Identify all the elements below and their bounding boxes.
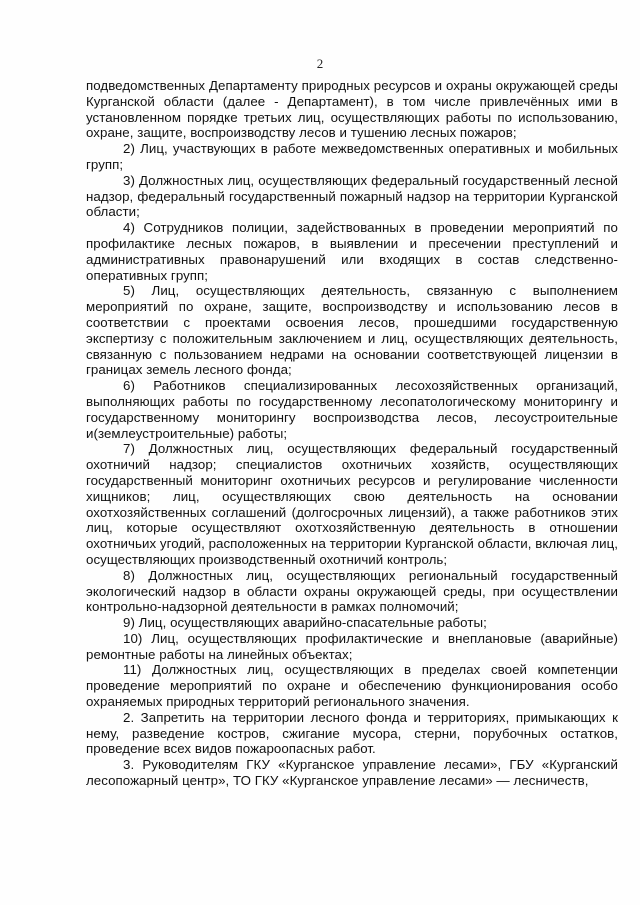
- paragraph-item-2: 2) Лиц, участвующих в работе межведомственных оперативных и мобильных групп;: [86, 141, 618, 172]
- paragraph-item-5: 5) Лиц, осуществляющих деятельность, связанную с выполнением мероприятий по охране, защите, воспроизводству и использованию лесов в соответствии с проектами освоения лесов, прошедшими государственную экспертизу с положительным заключением и лиц, осуществляющих деятельность, связанную с пользованием недрами на основании соответствующей лицензии в границах земель лесного фонда;: [86, 283, 618, 378]
- paragraph-clause-2: 2. Запретить на территории лесного фонда и территориях, примыкающих к нему, разведение костров, сжигание мусора, стерни, порубочных остатков, проведение всех видов пожароопасных работ.: [86, 709, 618, 757]
- paragraph-item-8: 8) Должностных лиц, осуществляющих региональный государственный экологический надзор в области охраны окружающей среды, при осуществлении контрольно-надзорной деятельности в рамках полномочий;: [86, 567, 618, 615]
- paragraph-item-3: 3) Должностных лиц, осуществляющих федеральный государственный лесной надзор, федеральный государственный пожарный надзор на территории Курганской области;: [86, 172, 618, 220]
- page-number: 2: [316, 56, 324, 71]
- paragraph-item-10: 10) Лиц, осуществляющих профилактические и внеплановые (аварийные) ремонтные работы на линейных объектах;: [86, 630, 618, 662]
- paragraph-item-11: 11) Должностных лиц, осуществляющих в пределах своей компетенции проведение мероприятий по охране и обеспечению функционирования особо охраняемых природных территорий регионального значения.: [86, 662, 618, 710]
- paragraph-item-4: 4) Сотрудников полиции, задействованных в проведении мероприятий по профилактике лесных пожаров, в выявлении и пресечении преступлений и административных правонарушений или входящих в состав следственно-оперативных групп;: [86, 220, 618, 283]
- document-body: [86, 78, 618, 789]
- paragraph-item-6: 6) Работников специализированных лесохозяйственных организаций, выполняющих работы по государственному лесопатологическому мониторингу и государственному мониторингу воспроизводства лесов, лесоустроительные и(землеустроительные) работы;: [86, 378, 618, 441]
- paragraph-item-9: 9) Лиц, осуществляющих аварийно-спасательные работы;: [123, 615, 487, 631]
- paragraph-continuation: подведомственных Департаменту природных ресурсов и охраны окружающей среды Курганской области (далее - Департамент), в том числе привлечённых ими в установленном порядке третьих лиц, осуществляющих работы по использованию, охране, защите, воспроизводству лесов и тушению лесных пожаров;: [86, 78, 618, 141]
- paragraph-item-7: 7) Должностных лиц, осуществляющих федеральный государственный охотничий надзор; специалистов охотничьих хозяйств, осуществляющих государственный мониторинг охотничьих ресурсов и регулирование численности хищников; лиц, осуществляющих свою деятельность на основании охотхозяйственных соглашений (долгосрочных лицензий), а также работников этих лиц, которые осуществляют охотхозяйственную деятельность в отношении охотничьих угодий, расположенных на территории Курганской области, включая лиц, осуществляющих производственный охотничий контроль;: [86, 441, 619, 567]
- paragraph-clause-3: 3. Руководителям ГКУ «Курганское управление лесами», ГБУ «Курганский лесопожарный центр», ТО ГКУ «Курганское управление лесами» — лесничеств,: [86, 757, 618, 789]
